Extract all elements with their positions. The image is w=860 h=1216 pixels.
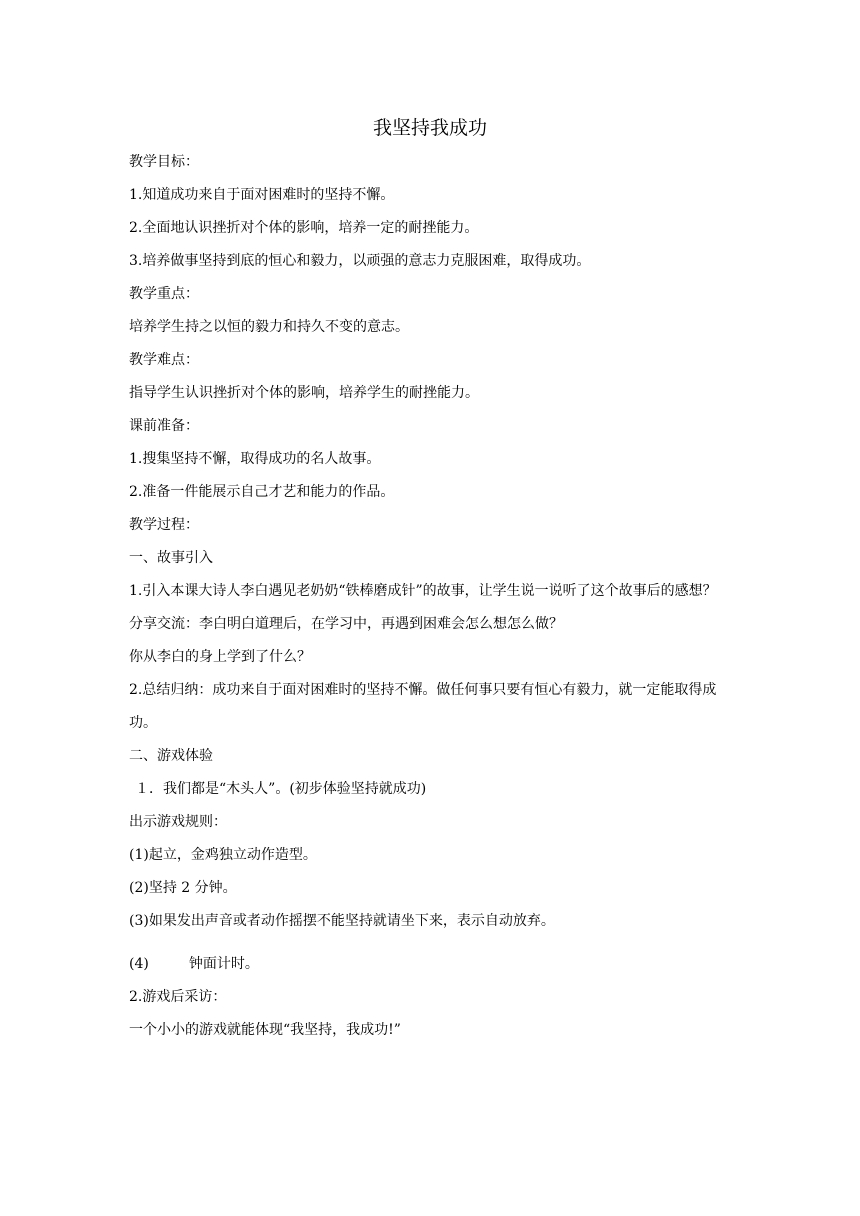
rule-item-3: (3)如果发出声音或者动作摇摆不能坚持就请坐下来，表示自动放弃。: [129, 913, 555, 929]
section-heading-game: 二、游戏体验: [129, 748, 213, 764]
process-heading: 教学过程：: [129, 517, 199, 533]
preparation-item-2: 2.准备一件能展示自己才艺和能力的作品。: [129, 484, 395, 500]
closing-text: 一个小小的游戏就能体现“我坚持，我成功!”: [129, 1022, 401, 1038]
goal-item-1: 1.知道成功来自于面对困难时的坚持不懈。: [129, 187, 395, 203]
rule-item-4-number: (4): [129, 956, 149, 972]
preparation-item-1: 1.搜集坚持不懈，取得成功的名人故事。: [129, 451, 381, 467]
document-body: [129, 152, 739, 1053]
rule-item-1: (1)起立，金鸡独立动作造型。: [129, 847, 317, 863]
rule-item-2: (2)坚持 2 分钟。: [129, 880, 237, 896]
game-item-1: １．我们都是“木头人”。(初步体验坚持就成功): [135, 781, 427, 797]
difficulty-text: 指导学生认识挫折对个体的影响，培养学生的耐挫能力。: [129, 385, 479, 401]
goal-item-2: 2.全面地认识挫折对个体的影响，培养一定的耐挫能力。: [129, 220, 479, 236]
page-title: 我坚持我成功: [372, 117, 487, 139]
preparation-heading: 课前准备：: [129, 418, 199, 434]
goals-heading: 教学目标：: [129, 154, 199, 170]
learned-question: 你从李白的身上学到了什么？: [129, 649, 311, 665]
rules-heading: 出示游戏规则：: [129, 814, 227, 830]
key-points-heading: 教学重点：: [129, 286, 199, 302]
key-points-text: 培养学生持之以恒的毅力和持久不变的意志。: [129, 319, 409, 335]
goal-item-3: 3.培养做事坚持到底的恒心和毅力，以顽强的意志力克服困难，取得成功。: [129, 253, 591, 269]
story-paragraph: 1.引入本课大诗人李白遇见老奶奶“铁棒磨成针”的故事，让学生说一说听了这个故事后的感想？: [129, 583, 717, 599]
section-heading-story: 一、故事引入: [129, 550, 213, 566]
rule-item-4-text: 钟面计时。: [188, 956, 259, 972]
share-text: 分享交流：李白明白道理后，在学习中，再遇到困难会怎么想怎么做？: [129, 616, 563, 632]
difficulty-heading: 教学难点：: [129, 352, 199, 368]
rule-item-4: [129, 954, 739, 975]
summary-paragraph: 2.总结归纳：成功来自于面对困难时的坚持不懈。做任何事只要有恒心有毅力，就一定能取得成功。: [129, 682, 717, 731]
interview-heading: 2.游戏后采访：: [129, 989, 227, 1005]
